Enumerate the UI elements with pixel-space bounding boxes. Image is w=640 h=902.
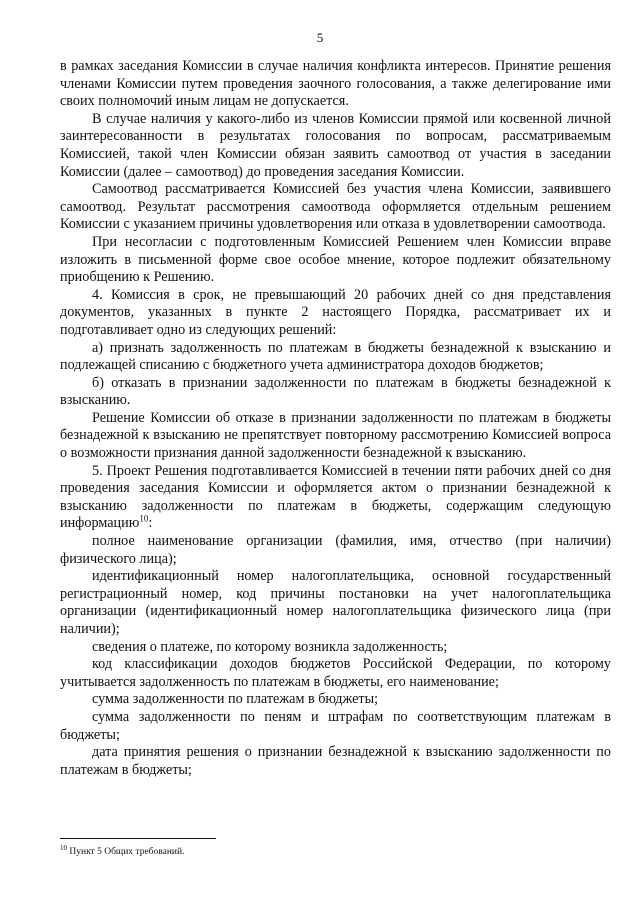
paragraph: б) отказать в признании задолженности по платежам в бюджеты безнадежной к взысканию. [60, 374, 611, 409]
paragraph: Самоотвод рассматривается Комиссией без участия члена Комиссии, заявившего самоотвод. Результат рассмотрения самоотвода оформляется отдельным решением Комиссии с указанием причины удовлетворения или отказа в удовлетворении самоотвода. [60, 181, 611, 233]
paragraph: дата принятия решения о признании безнадежной к взысканию задолженности по платежам в бюджеты; [60, 744, 611, 778]
paragraph: полное наименование организации (фамилия, имя, отчество (при наличии) физического лица); [60, 533, 611, 567]
footnote-reference: 10 [139, 513, 149, 524]
paragraph: идентификационный номер налогоплательщика, основной государственный регистрационный номер, код причины постановки на учет налогоплательщика организации (идентификационный номер налогоплательщика физического лица (при наличии); [60, 568, 611, 637]
paragraph: сумма задолженности по пеням и штрафам по соответствующим платежам в бюджеты; [60, 708, 611, 743]
paragraph: 4. Комиссия в срок, не превышающий 20 рабочих дней со дня представления документов, указанных в пункте 2 настоящего Порядка, рассматривает их и подготавливает одно из следующих решений: [60, 286, 611, 338]
footnote-separator [60, 838, 216, 839]
paragraph: Решение Комиссии об отказе в признании задолженности по платежам в бюджеты безнадежной к взысканию не препятствует повторному рассмотрению Комиссией вопроса о возможности признания данной задолженности безнадежной к взысканию. [60, 409, 611, 462]
paragraph: код классификации доходов бюджетов Российской Федерации, по которому учитывается задолженность по платежам в бюджеты, его наименование; [60, 656, 611, 690]
footnote-text: Пункт 5 Общих требований. [67, 847, 185, 857]
paragraph: сумма задолженности по платежам в бюджеты; [92, 691, 379, 708]
paragraph: В случае наличия у какого-либо из членов Комиссии прямой или косвенной личной заинтересованности в результатах голосования по вопросам, рассматриваемым Комиссией, такой член Комиссии обязан заявить самоотвод от участия в заседании Комиссии (далее – самоотвод) до проведения заседания Комиссии. [60, 110, 611, 180]
paragraph: При несогласии с подготовленным Комиссией Решением член Комиссии вправе изложить в письменной форме свое особое мнение, которое подлежит обязательному приобщению к Решению. [60, 233, 611, 286]
paragraph-tail: : [148, 515, 153, 532]
body-text [60, 58, 611, 779]
paragraph [60, 463, 611, 533]
paragraph-text: 5. Проект Решения подготавливается Комиссией в течении пяти рабочих дней со дня проведения заседания Комиссии и оформляется актом о признании безнадежной к взысканию задолженности по платежам в бюджеты, содержащим следующую информацию [60, 462, 611, 532]
paragraph: сведения о платеже, по которому возникла задолженность; [92, 638, 448, 655]
paragraph: в рамках заседания Комиссии в случае наличия конфликта интересов. Принятие решения членами Комиссии путем проведения заочного голосования, а также делегирование ими своих полномочий иным лицам не допускается. [60, 58, 611, 110]
footnote-number: 10 [60, 843, 67, 852]
footnote [60, 843, 600, 858]
page-number: 5 [316, 30, 324, 45]
paragraph: а) признать задолженность по платежам в бюджеты безнадежной к взысканию и подлежащей списанию с бюджетного учета администратора доходов бюджетов; [60, 339, 611, 374]
